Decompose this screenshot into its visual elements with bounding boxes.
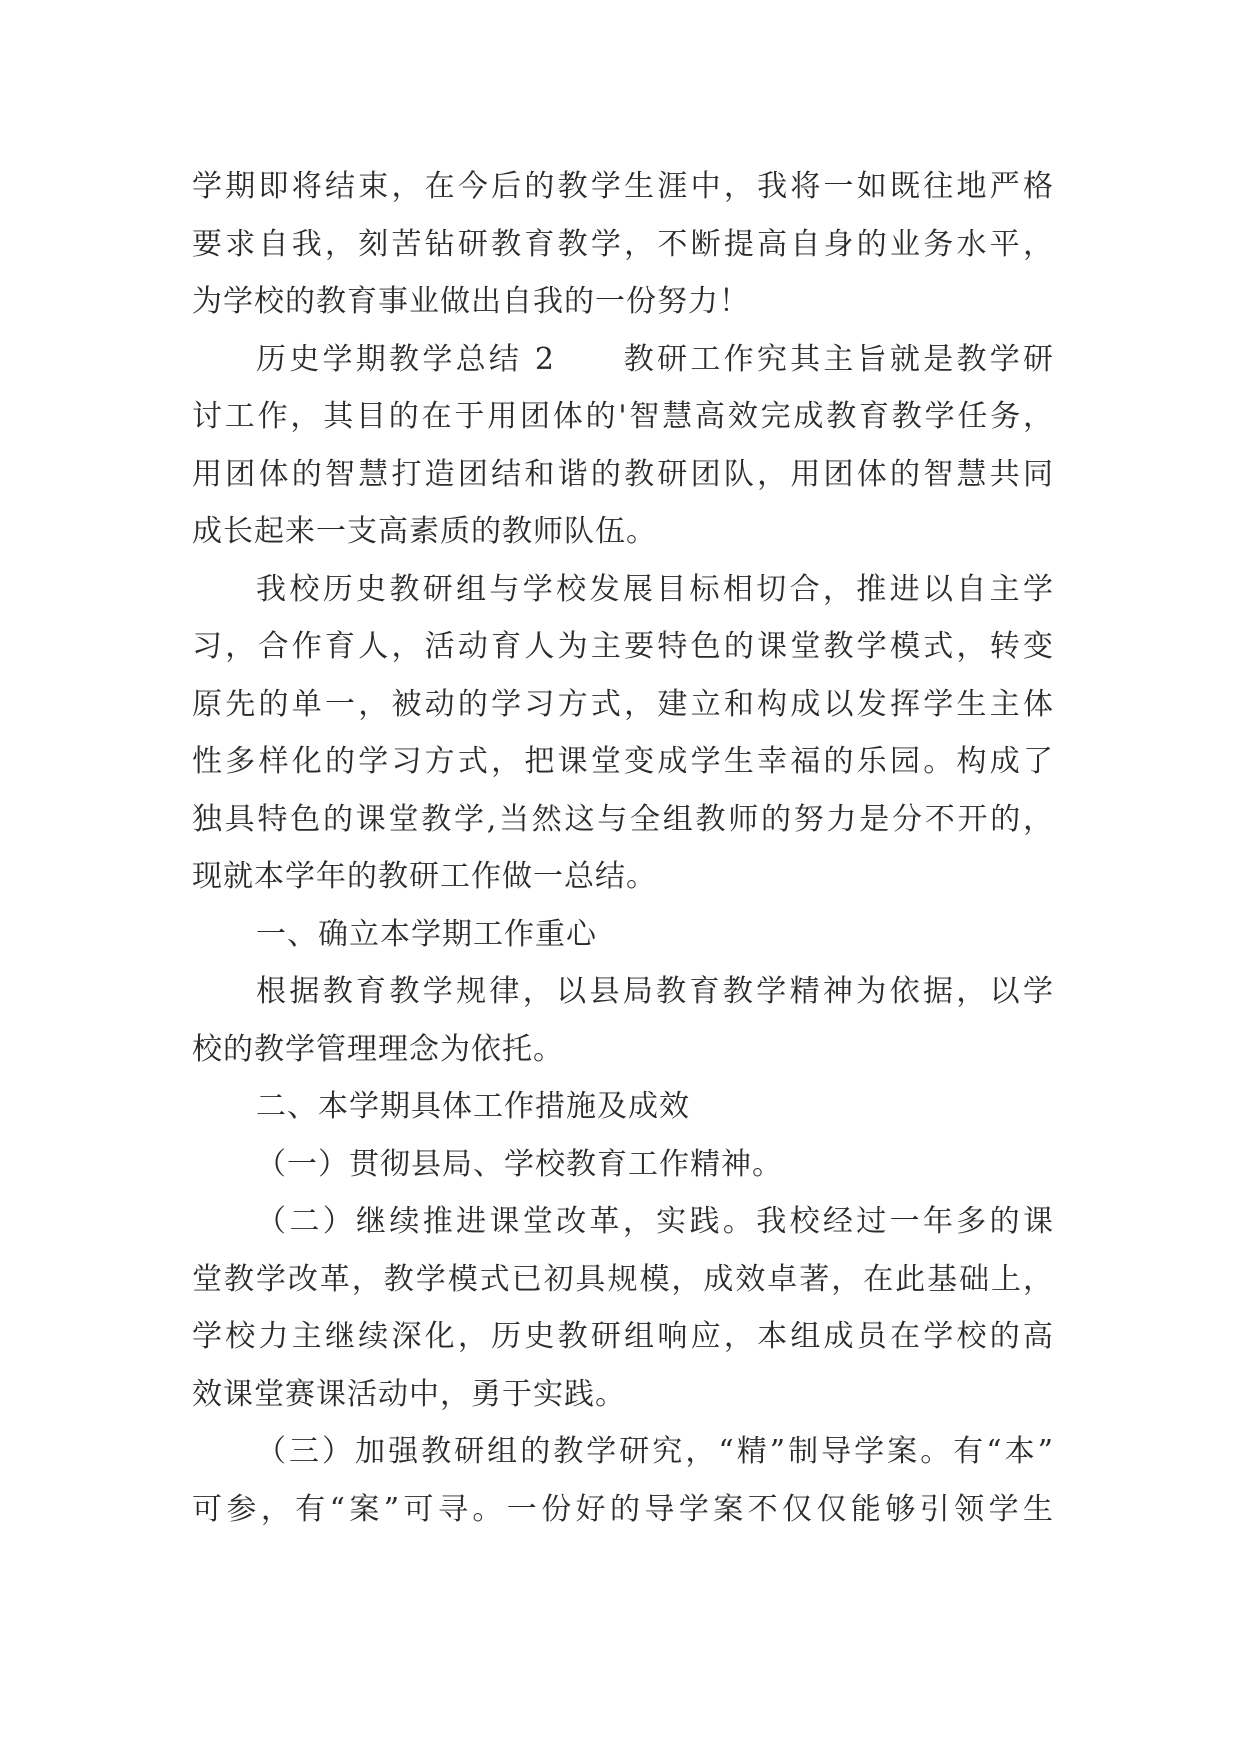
text-line: 校的教学管理理念为依托。 (192, 1031, 564, 1067)
document-body (192, 158, 1054, 1538)
text-line: 为学校的教育事业做出自我的一份努力！ (192, 284, 750, 319)
text-line: 效课堂赛课活动中，勇于实践。 (192, 1376, 626, 1412)
text-line: 可参，有“案”可寻。一份好的导学案不仅仅能够引领学生 (192, 1491, 1054, 1527)
text-line: 性多样化的学习方式，把课堂变成学生幸福的乐园。构成了 (192, 744, 1054, 779)
text-line: （三）加强教研组的教学研究，“精”制导学案。有“本” (256, 1434, 1054, 1469)
text-line: 独具特色的课堂教学,当然这与全组教师的努力是分不开的， (192, 801, 1054, 837)
text-line: 学校力主继续深化，历史教研组响应，本组成员在学校的高 (192, 1319, 1054, 1354)
text-line: 用团体的智慧打造团结和谐的教研团队，用团体的智慧共同 (192, 456, 1054, 492)
text-line: 根据教育教学规律，以县局教育教学精神为依据，以学 (256, 974, 1054, 1009)
text-line: 历史学期教学总结 2 教研工作究其主旨就是教学研 (256, 341, 1054, 377)
text-line: 现就本学年的教研工作做一总结。 (192, 859, 657, 894)
text-line: 一、确立本学期工作重心 (256, 916, 597, 952)
text-line: （二）继续推进课堂改革，实践。我校经过一年多的课 (256, 1204, 1054, 1239)
text-line: 讨工作，其目的在于用团体的'智慧高效完成教育教学任务， (192, 399, 1054, 434)
text-line: 要求自我，刻苦钻研教育教学，不断提高自身的业务水平， (192, 226, 1054, 262)
text-line: 二、本学期具体工作措施及成效 (256, 1089, 690, 1124)
text-line: 我校历史教研组与学校发展目标相切合，推进以自主学 (256, 571, 1054, 607)
text-line: 成长起来一支高素质的教师队伍。 (192, 514, 657, 549)
text-line: 堂教学改革，教学模式已初具规模，成效卓著，在此基础上， (192, 1261, 1054, 1297)
text-line: 习，合作育人，活动育人为主要特色的课堂教学模式，转变 (192, 629, 1054, 664)
text-line: （一）贯彻县局、学校教育工作精神。 (256, 1146, 783, 1182)
text-line: 原先的单一，被动的学习方式，建立和构成以发挥学生主体 (192, 686, 1054, 722)
text-line: 学期即将结束，在今后的教学生涯中，我将一如既往地严格 (192, 169, 1054, 204)
